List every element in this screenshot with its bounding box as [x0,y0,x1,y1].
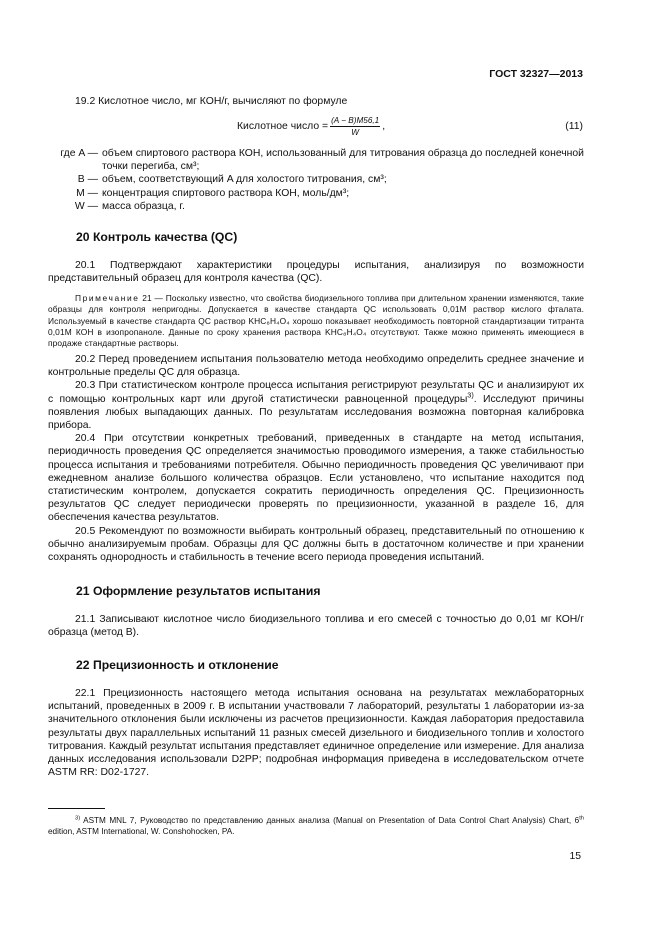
legend-row [48,147,584,173]
legend-row [48,187,584,200]
clause-22-1 [48,687,584,779]
footnote-mark: 3) [75,815,81,822]
clause-20-3-part-a: 20.3 При статистическом контроле процесса испытания регистрируют результаты QC и анализируют их с помощью контрольных карт или другой статистически равноценной процедуры [48,380,584,405]
footnote-separator [48,808,105,809]
footnote-text [48,815,584,838]
clause-20-2-text: 20.2 Перед проведением испытания пользователю метода необходимо определить среднее значение и контрольные пределы QC для образца. [48,354,584,379]
legend-text: объем спиртового раствора КОН, использованный для титрования образца до последней конечной точки перегиба, см³; [102,148,584,173]
formula-number: (11) [565,121,583,132]
page-number: 15 [569,851,581,862]
formula-numerator: (A − B)M56,1 [331,116,380,125]
clauses-20-2-to-20-5 [48,353,584,564]
note-21 [48,293,584,349]
section-21-title: 21 Оформление результатов испытания [76,584,321,598]
legend-text: объем, соответствующий A для холостого титрования, см³; [102,174,387,186]
footnote-ref: 3) [467,390,474,400]
footnote-text-a: ASTM MNL 7, Руководство по представлению данных анализа (Manual on Presentation of Data Control Chart Analysis) Chart, 6 [80,816,580,825]
legend-label: где A — [60,148,98,159]
legend-label: B — [77,174,98,186]
formula-11 [237,116,385,137]
clause-22-1-text: 22.1 Прецизионность настоящего метода испытания основана на результатах межлабораторных испытаний, проведенных в 2009 г. В испытании участвовали 7 лабораторий, результаты 1 лаборатории из-за значительного отклонения были исключены из расчетов прецизионности. Каждая лаборатория предоставила результаты двух параллельных испытаний 11 разных смесей дизельного и биодизельного топлив и холостого титрования. Каждый результат испытания представляет единичное определение или измерение. Для анализа данных исследования использовали D2PP; подробная информация приведена в исследовательском отчете ASTM RR: D02-1727. [48,688,584,779]
clause-20-1 [48,259,584,285]
clause-20-1-text: 20.1 Подтверждают характеристики процедуры испытания, анализируя по возможности представительный образец для контроля качества (QC). [48,260,584,285]
footnote-sup: th [579,815,584,822]
footnote [48,815,584,838]
legend-text: концентрация спиртового раствора КОН, моль/дм³; [102,187,350,199]
clause-21-1-text: 21.1 Записывают кислотное число биодизельного топлива и его смесей с точностью до 0,01 мг КОН/г образца (метод В). [48,614,584,639]
footnote-text-b: edition, ASTM International, W. Conshohocken, PA. [48,827,235,837]
clause-20-3-text [48,379,584,432]
section-22-title: 22 Прецизионность и отклонение [76,658,279,672]
note-label: Примечание [75,293,140,303]
clause-20-4-text: 20.4 При отсутствии конкретных требований, приведенных в стандарте на метод испытания, периодичность проведения QC определяется значимостью проводимого измерения, а также стабильностью процесса испытания и требованиями потребителя. Обычно периодичность проведения QC увеличивают при ежедневном анализе большого количества образцов. Если установлено, что испытание находится под статистическим контролем, допускается сократить периодичность определения QC. Прецизионность результатов QC следует периодически проверять по прецизионности, указанной в разделе 16, для обеспечения качества результатов. [48,433,584,524]
standard-header: ГОСТ 32327—2013 [489,68,583,80]
formula-denominator: W [351,128,360,137]
clause-21-1 [48,613,584,639]
clause-20-3-part-b: . Исследуют причины появления любых выпадающих данных. По результатам исследования возможна повторная калибровка прибора. [48,393,584,432]
legend-label: W — [74,200,98,212]
section-20-title: 20 Контроль качества (QC) [76,230,238,244]
legend-text: масса образца, г. [102,200,185,212]
formula-lhs: Кислотное число = [237,121,329,132]
legend-row [48,173,584,186]
clause-19-2 [48,95,584,108]
legend-row [48,200,584,213]
formula-legend [48,147,584,213]
formula-fraction [330,116,380,137]
clause-19-2-text: 19.2 Кислотное число, мг КОН/г, вычисляют по формуле [75,96,348,107]
note-21-text [48,293,584,349]
clause-20-5-text: 20.5 Рекомендуют по возможности выбирать контрольный образец, представительный по отношению к обычно анализируемым пробам. Образцы для QC должны быть в достаточном количестве и при хранении сохранять однородность и стабильность в течение всего периода проведения испытаний. [48,525,584,564]
note-body: 21 — Поскольку известно, что свойства биодизельного топлива при длительном хранении изменяются, такие образцы для контроля непригодны. Допускается в качестве стандарта QC использовать 0,01М раствор кислого фталата. Используемый в качестве стандарта QC раствор KHC₈H₄O₄ хорошо показывает необходимость повторной стандартизации титранта 0,01М КОН в изопропаноле. Данные по сроку хранения раствора KHC₈H₄O₄ отсутствуют. Также можно применять имеющиеся в продаже стандартные растворы. [48,293,584,349]
legend-label: M — [76,187,98,199]
formula-tail: , [382,121,386,132]
